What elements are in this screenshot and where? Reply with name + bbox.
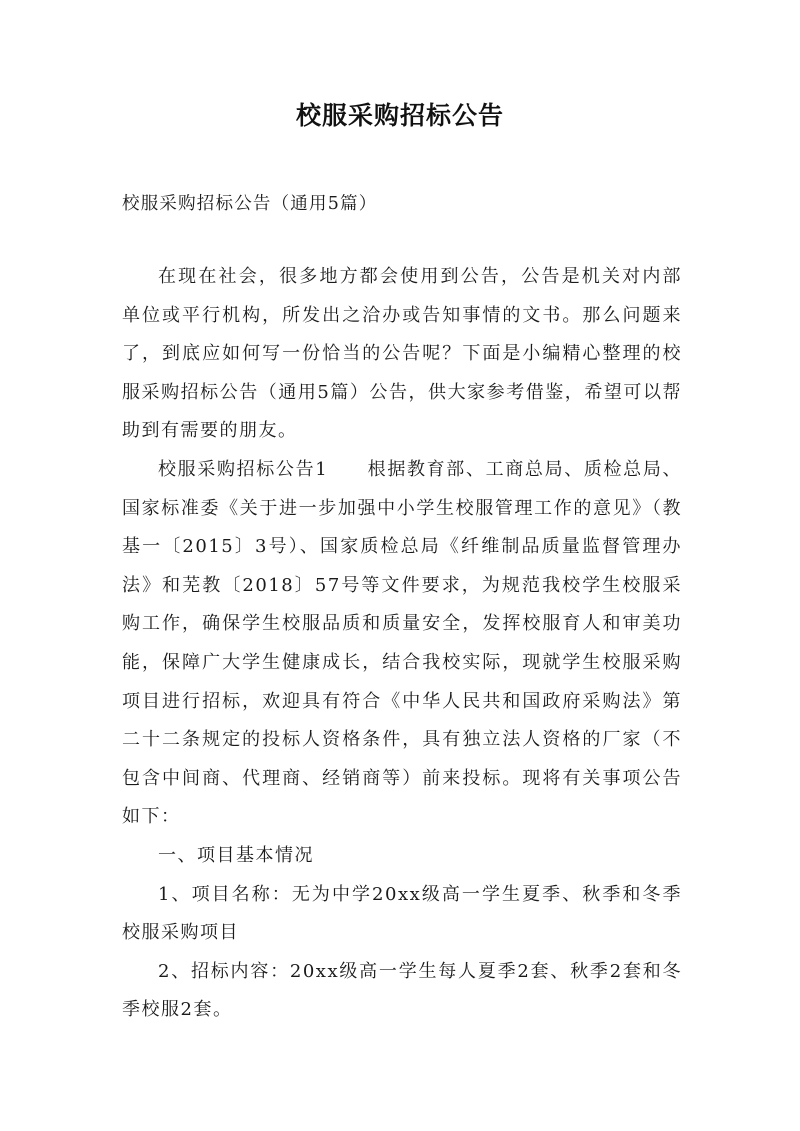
announcement-paragraph: 校服采购招标公告1 根据教育部、工商总局、质检总局、国家标准委《关于进一步加强中小学生校服管理工作的意见》（教基一〔2015〕3号）、国家质检总局《纤维制品质量监督管理办法》和芜教〔2018〕57号等文件要求，为规范我校学生校服采购工作，确保学生校服品质和质量安全，发挥校服育人和审美功能，保障广大学生健康成长，结合我校实际，现就学生校服采购项目进行招标，欢迎具有符合《中华人民共和国政府采购法》第二十二条规定的投标人资格条件，具有独立法人资格的厂家（不包含中间商、代理商、经销商等）前来投标。现将有关事项公告如下： [122,458,682,828]
section-heading: 一、项目基本情况 [158,844,314,866]
bid-content-paragraph: 2、招标内容：20xx级高一学生每人夏季2套、秋季2套和冬季校服2套。 [122,960,682,1021]
document-subtitle: 校服采购招标公告（通用5篇） [122,194,378,214]
document-body [122,258,682,1030]
project-name-paragraph: 1、项目名称：无为中学20xx级高一学生夏季、秋季和冬季校服采购项目 [122,883,682,944]
document-title: 校服采购招标公告 [295,101,504,130]
intro-paragraph: 在现在社会，很多地方都会使用到公告，公告是机关对内部单位或平行机构，所发出之洽办或告知事情的文书。那么问题来了，到底应如何写一份恰当的公告呢？下面是小编精心整理的校服采购招标公告（通用5篇）公告，供大家参考借鉴，希望可以帮助到有需要的朋友。 [122,266,682,442]
